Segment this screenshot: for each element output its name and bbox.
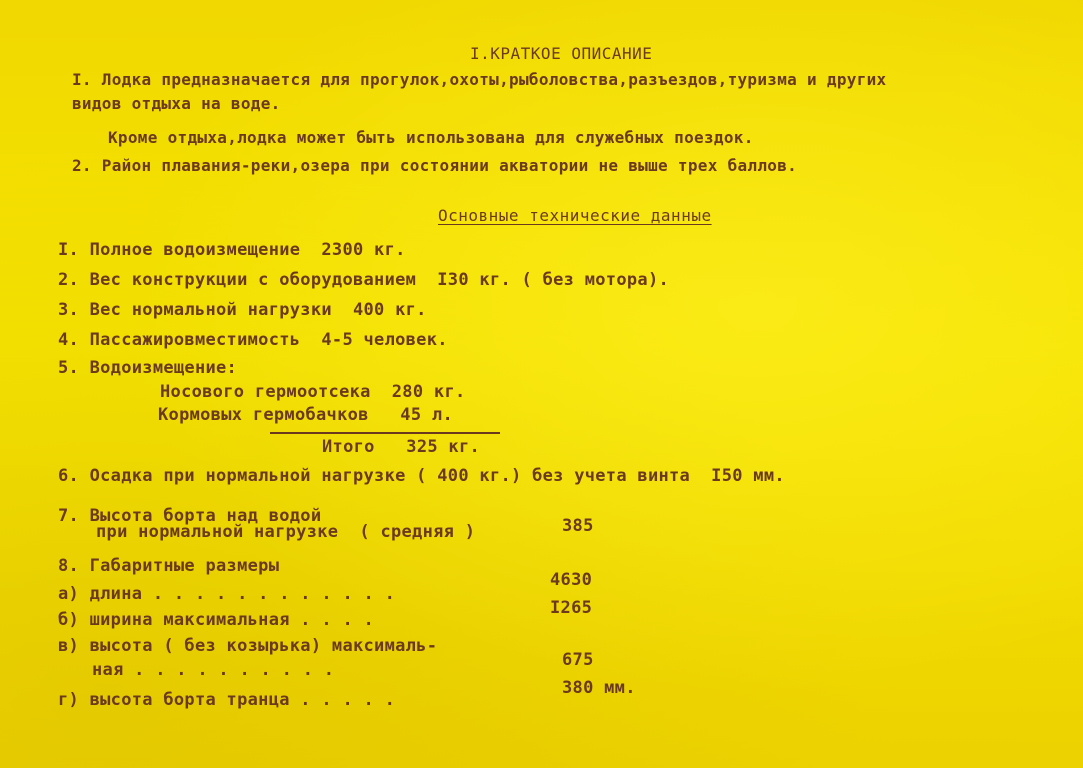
dimension-transom-value: 380 мм. [562, 678, 636, 698]
dimension-height-label-2: ная . . . . . . . . . . [92, 660, 335, 680]
dimension-length-label: а) длина . . . . . . . . . . . . [58, 584, 396, 604]
intro-paragraph-2: 2. Район плавания-реки,озера при состоянии акватории не выше трех баллов. [72, 156, 798, 175]
intro-paragraph-1-line-1: I. Лодка предназначается для прогулок,охоты,рыболовства,разъездов,туризма и других [72, 70, 887, 89]
dimension-width-value: I265 [550, 598, 593, 618]
spec-item-7-line-1: 7. Высота борта над водой [58, 506, 322, 526]
specs-title: Основные технические данные [438, 206, 712, 225]
spec-item-5-total: Итого 325 кг. [322, 437, 481, 457]
dimension-length-value: 4630 [550, 570, 593, 590]
dimension-width-label: б) ширина максимальная . . . . [58, 610, 375, 630]
spec-item-6: 6. Осадка при нормальной нагрузке ( 400 кг.) без учета винта I50 мм. [58, 466, 785, 486]
spec-item-5-stern: Кормовых гермобачков 45 л. [158, 405, 453, 425]
spec-item-5: 5. Водоизмещение: [58, 358, 238, 378]
spec-item-1: I. Полное водоизмещение 2300 кг. [58, 240, 406, 260]
spec-item-5-bow: Носового гермоотсека 280 кг. [160, 382, 466, 402]
intro-paragraph-1-line-3: Кроме отдыха,лодка может быть использована для служебных поездок. [108, 128, 754, 147]
spec-item-8: 8. Габаритные размеры [58, 556, 280, 576]
dimension-height-label: в) высота ( без козырька) максималь- [58, 636, 438, 656]
dimension-transom-label: г) высота борта транца . . . . . [58, 690, 396, 710]
spec-item-7-line-2: при нормальной нагрузке ( средняя ) [96, 522, 476, 542]
dimension-height-value: 675 [562, 650, 594, 670]
spec-item-3: 3. Вес нормальной нагрузки 400 кг. [58, 300, 427, 320]
spec-item-7-value: 385 [562, 516, 594, 536]
spec-item-2: 2. Вес конструкции с оборудованием I30 кг. ( без мотора). [58, 270, 670, 290]
section-title: I.КРАТКОЕ ОПИСАНИЕ [470, 44, 653, 63]
intro-paragraph-1-line-2: видов отдыха на воде. [72, 94, 281, 113]
total-divider [270, 432, 500, 434]
spec-item-4: 4. Пассажировместимость 4-5 человек. [58, 330, 448, 350]
